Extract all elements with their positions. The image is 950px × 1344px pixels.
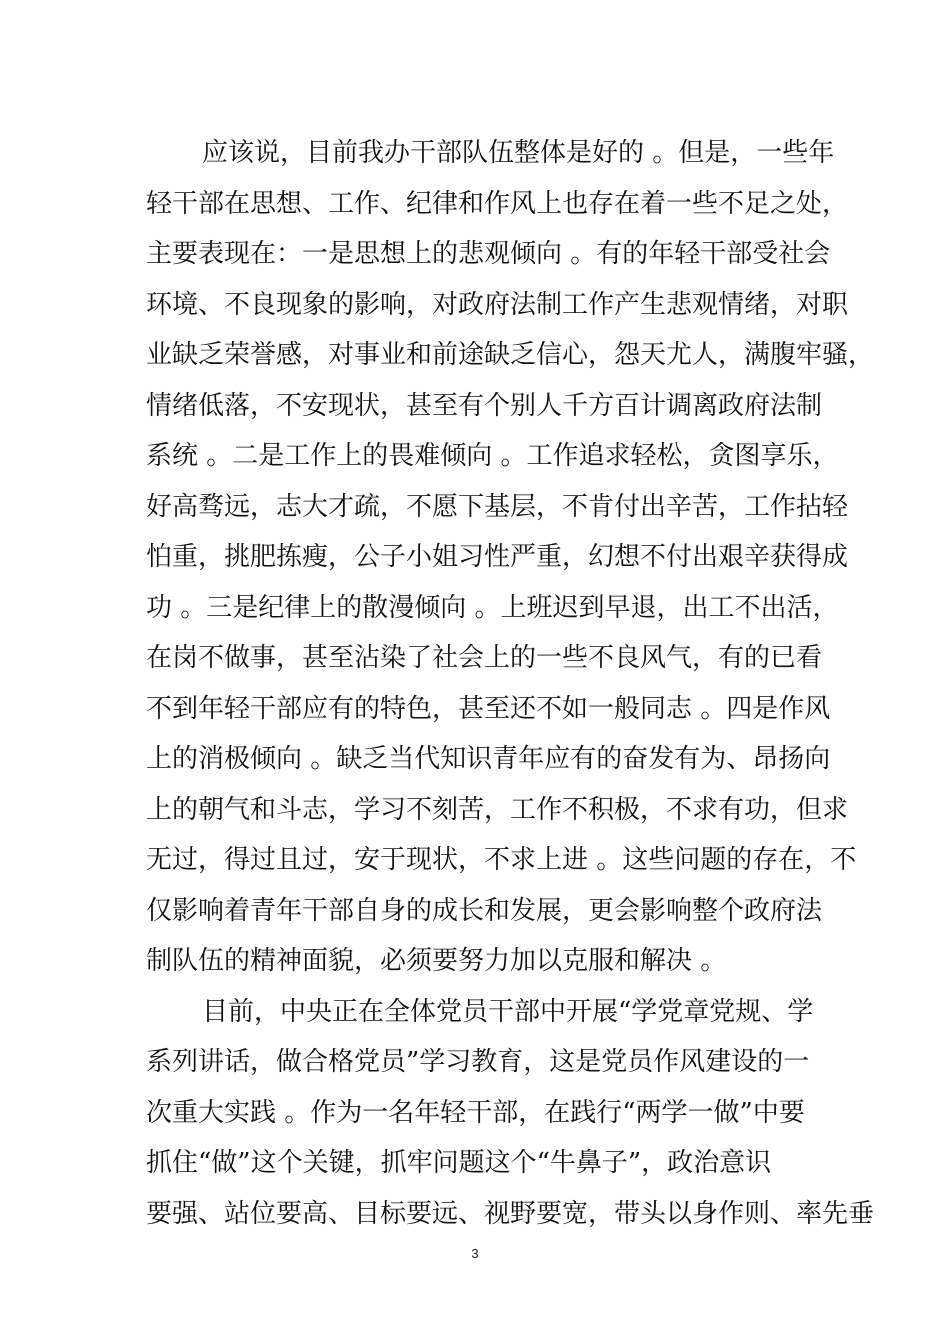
paragraph-1-line-10: 功 。三是纪律上的散漫倾向 。上班迟到早退，出工不出活， [146,592,839,623]
paragraph-1-line-17: 制队伍的精神面貌，必须要努力加以克服和解决 。 [146,946,727,976]
paragraph-1-line-5: 业缺乏荣誉感，对事业和前途缺乏信心，怨天尤人，满腹牢骚， [146,340,875,370]
paragraph-2-line-5: 要强、站位要高、目标要远、视野要宽，带头以身作则、率先垂 [146,1198,875,1229]
paragraph-1-line-11: 在岗不做事，甚至沾染了社会上的一些不良风气，有的已看 [146,643,823,673]
paragraph-1-line-8: 好高骛远，志大才疏，不愿下基层，不肯付出辛苦，工作拈轻 [146,491,849,522]
page-number: 3 [471,1246,479,1261]
paragraph-1-line-16: 仅影响着青年干部自身的成长和发展，更会影响整个政府法 [146,895,823,926]
paragraph-1-line-4: 环境、不良现象的影响，对政府法制工作产生悲观情绪，对职 [146,289,849,320]
paragraph-2-line-4: 抓住“做”这个关键，抓牢问题这个“牛鼻子”，政治意识 [146,1148,772,1178]
paragraph-1-line-1: 应该说，目前我办干部队伍整体是好的 。但是，一些年 [202,138,835,168]
paragraph-2-line-2: 系列讲话，做合格党员”学习教育，这是党员作风建设的一 [146,1047,810,1077]
paragraph-1-line-7: 系统 。二是工作上的畏难倾向 。工作追求轻松，贪图享乐， [146,441,839,471]
document-body [146,128,875,1239]
paragraph-1-line-14: 上的朝气和斗志，学习不刻苦，工作不积极，不求有功，但求 [146,794,849,825]
paragraph-1-line-6: 情绪低落，不安现状，甚至有个别人千方百计调离政府法制 [146,390,823,421]
paragraph-2-line-1: 目前，中央正在全体党员干部中开展“学党章党规、学 [202,996,814,1027]
paragraph-1-line-9: 怕重，挑肥拣瘦，公子小姐习性严重，幻想不付出艰辛获得成 [146,542,849,572]
paragraph-1-line-3: 主要表现在：一是思想上的悲观倾向 。有的年轻干部受社会 [146,239,831,269]
paragraph-1-line-12: 不到年轻干部应有的特色，甚至还不如一般同志 。四是作风 [146,693,831,724]
paragraph-1-line-13: 上的消极倾向 。缺乏当代知识青年应有的奋发有为、昂扬向 [146,744,831,774]
paragraph-2-line-3: 次重大实践 。作为一名年轻干部，在践行“两学一做”中要 [146,1097,805,1128]
paragraph-1-line-2: 轻干部在思想、工作、纪律和作风上也存在着一些不足之处， [146,188,849,219]
paragraph-1-line-15: 无过，得过且过，安于现状，不求上进 。这些问题的存在，不 [146,845,857,875]
